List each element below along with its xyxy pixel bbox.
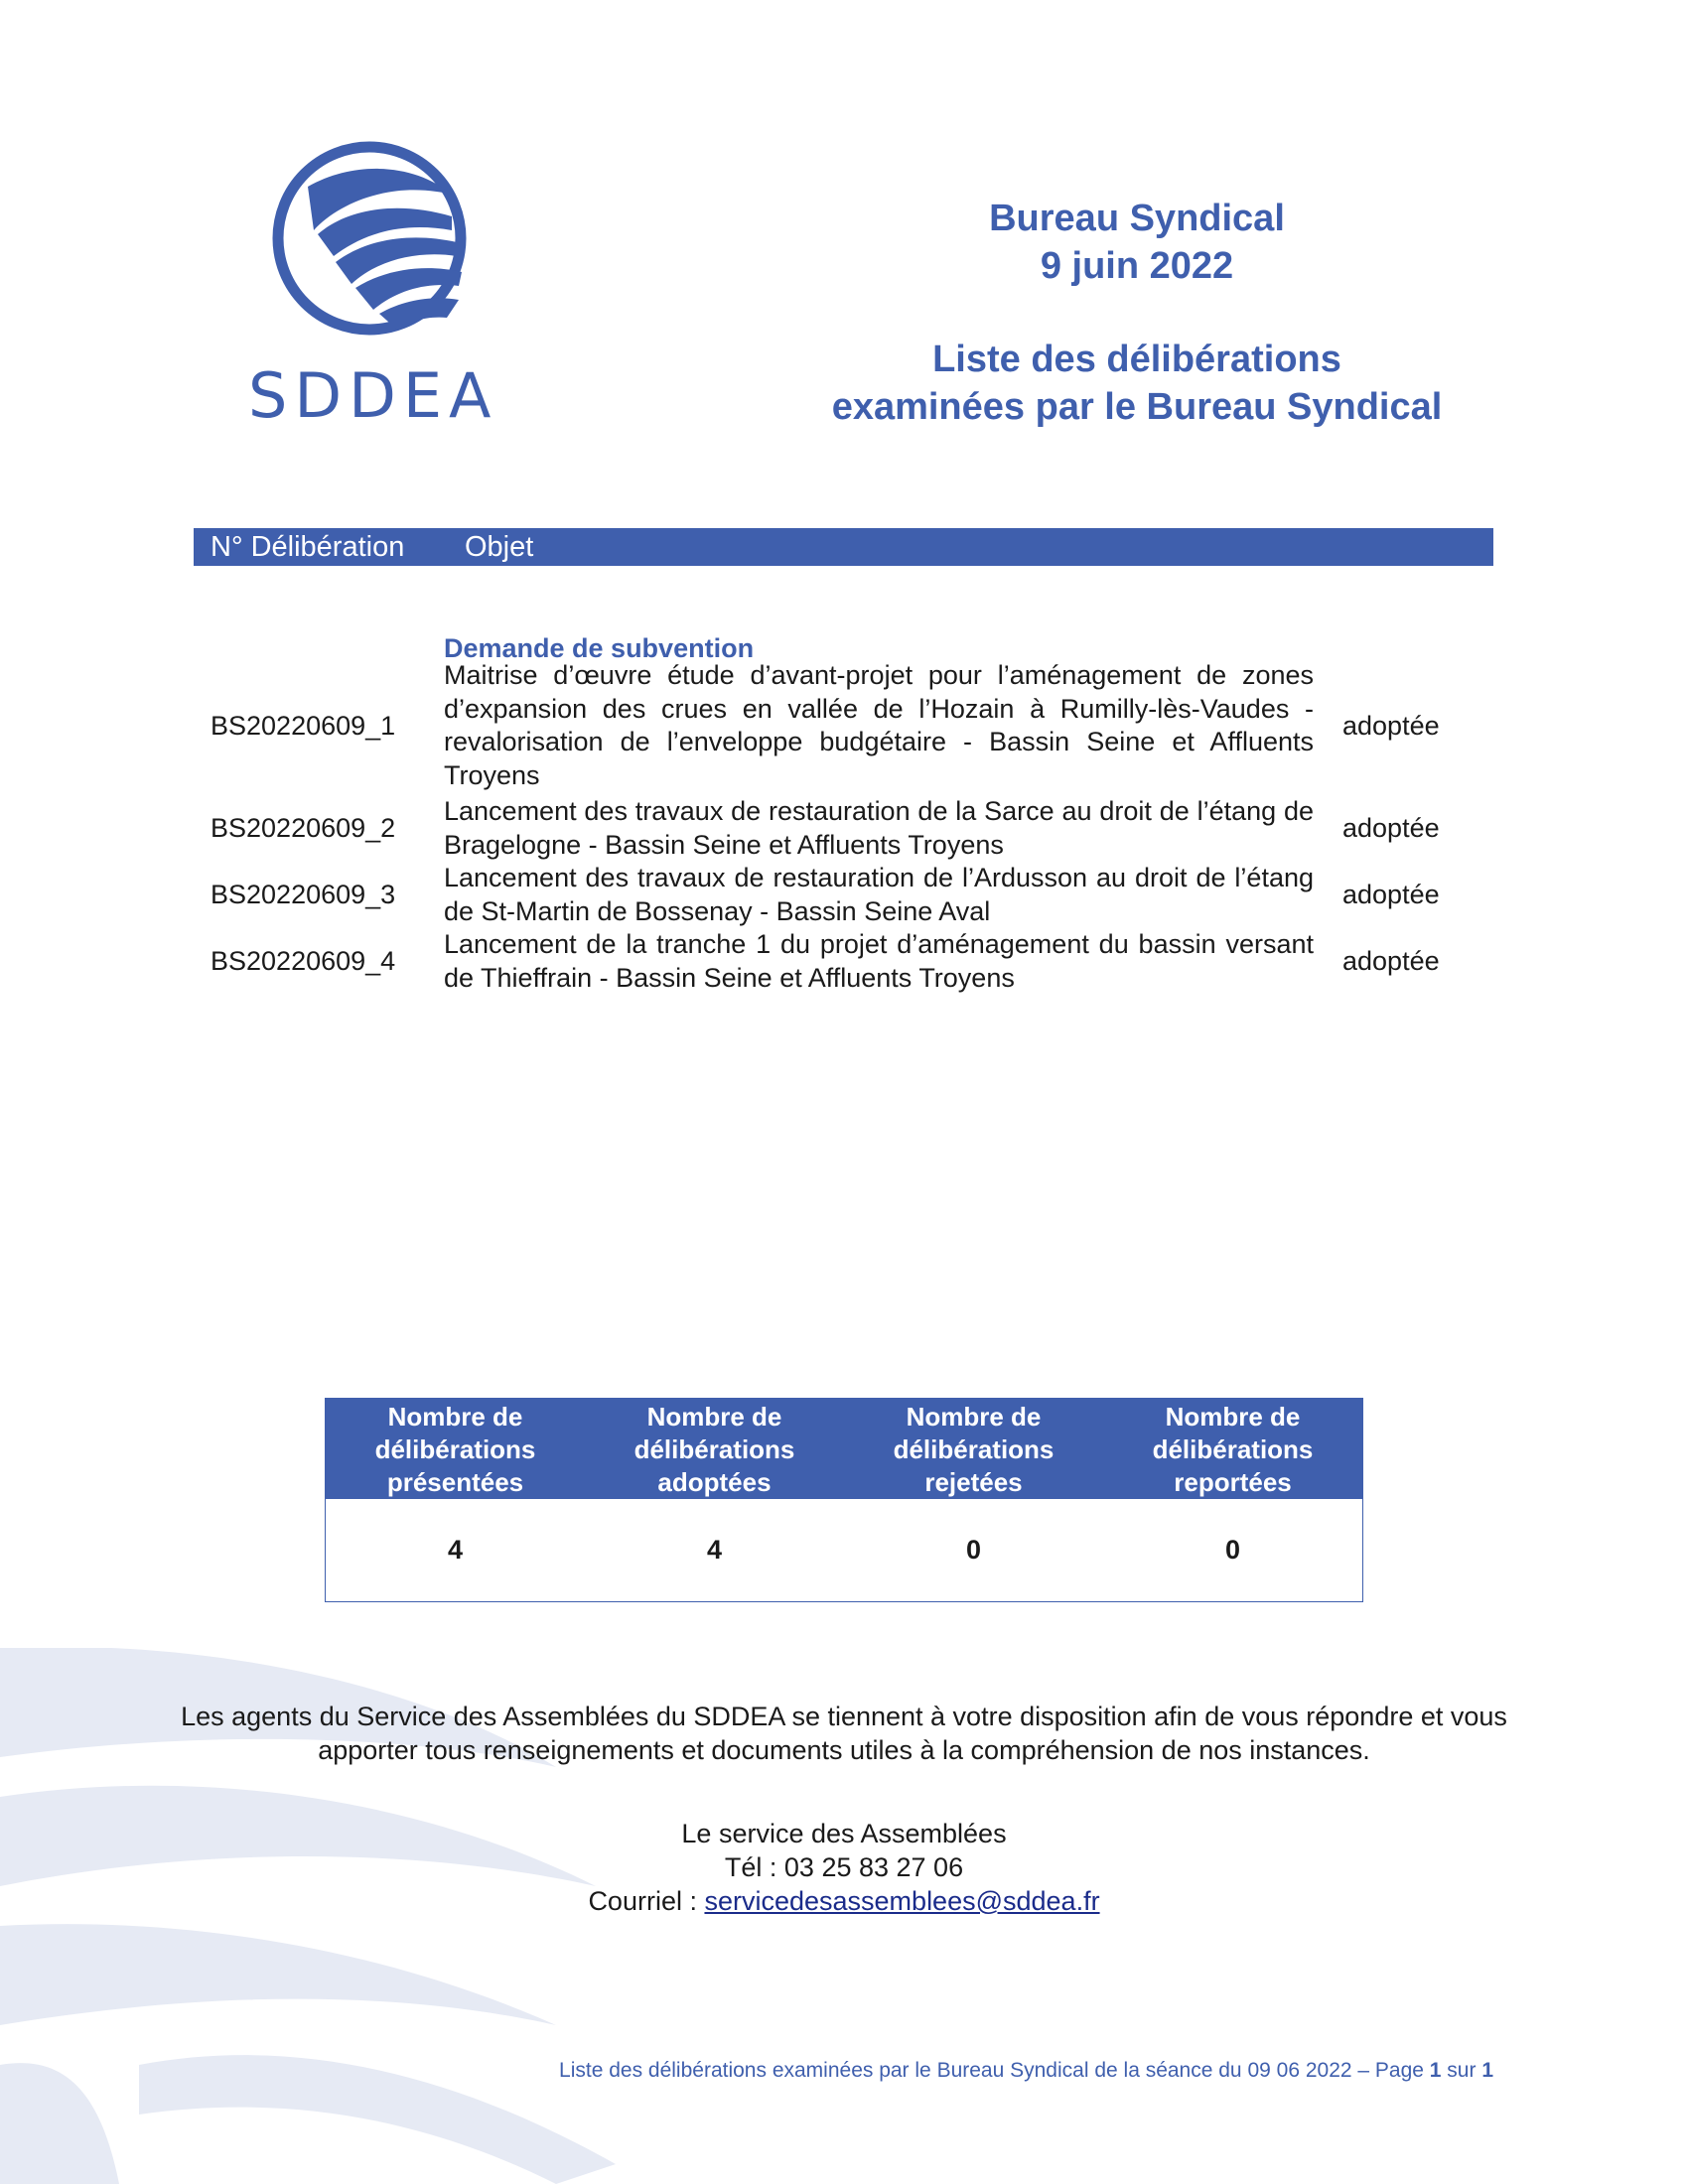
footer-page-number: 1: [1429, 2059, 1442, 2082]
summary-header-presented: Nombre de délibérations présentées: [374, 1402, 536, 1497]
summary-header-row: [326, 1399, 1362, 1499]
deliberation-status: adoptée: [1342, 711, 1440, 741]
wave-globe-logo-icon: [248, 139, 496, 347]
summary-value-rejected: 0: [965, 1535, 982, 1565]
deliberation-number: BS20220609_4: [211, 946, 396, 976]
contact-block: [397, 1817, 1291, 1918]
contact-paragraph: Les agents du Service des Assemblées du SDDEA se tiennent à votre disposition afin de vous répondre et vous apporter tous renseignements et documents utiles à la compréhension de nos instances.: [181, 1702, 1507, 1765]
deliberation-status: adoptée: [1342, 946, 1440, 976]
page-footer: [559, 2059, 1493, 2083]
title-line-2: 9 juin 2022: [1040, 245, 1234, 287]
contact-email-link[interactable]: servicedesassemblees@sddea.fr: [704, 1886, 1100, 1916]
summary-header-adopted: Nombre de délibérations adoptées: [633, 1402, 795, 1497]
summary-header-rejected: Nombre de délibérations rejetées: [893, 1402, 1055, 1497]
table-row: [194, 862, 1493, 929]
deliberation-table-header: [194, 528, 1493, 566]
sddea-logo: [248, 139, 496, 437]
summary-value-presented: 4: [447, 1535, 464, 1565]
table-row: [194, 659, 1493, 794]
contact-email-label: Courriel :: [588, 1886, 705, 1916]
deliberation-number: BS20220609_3: [211, 880, 396, 909]
deliberation-object: Lancement des travaux de restauration de l’Ardusson au droit de l’étang de St-Martin de Bossenay - Bassin Seine Aval: [444, 863, 1314, 926]
deliberation-object: Maitrise d’œuvre étude d’avant-projet pour l’aménagement de zones d’expansion des crues en vallée de l’Hozain à Rumilly-lès-Vaudes - revalorisation de l’enveloppe budgétaire - Bassin Seine et Affluents Troyens: [444, 660, 1314, 790]
contact-phone: Tél : 03 25 83 27 06: [724, 1852, 964, 1882]
summary-table: [325, 1398, 1363, 1602]
table-row: [194, 795, 1493, 863]
deliberation-status: adoptée: [1342, 880, 1440, 909]
footer-of: sur: [1441, 2059, 1482, 2082]
contact-email-line: [397, 1884, 1291, 1918]
section-title: Demande de subvention: [444, 633, 755, 663]
deliberation-status: adoptée: [1342, 813, 1440, 843]
deliberation-object: Lancement de la tranche 1 du projet d’aménagement du bassin versant de Thieffrain - Bassin Seine et Affluents Troyens: [444, 929, 1314, 993]
summary-value-adopted: 4: [706, 1535, 723, 1565]
deliberation-number: BS20220609_2: [211, 813, 396, 843]
summary-value-postponed: 0: [1224, 1535, 1241, 1565]
footer-text: Liste des délibérations examinées par le Bureau Syndical de la séance du 09 06 2022 – Page: [559, 2059, 1430, 2082]
title-line-4: examinées par le Bureau Syndical: [831, 386, 1443, 428]
title-line-3: Liste des délibérations: [932, 339, 1341, 380]
contact-service: Le service des Assemblées: [681, 1819, 1007, 1848]
title-line-1: Bureau Syndical: [989, 198, 1285, 239]
table-row: [194, 928, 1493, 996]
logo-wordmark: SDDEA: [248, 359, 498, 432]
summary-header-postponed: Nombre de délibérations reportées: [1152, 1402, 1314, 1497]
column-header-number: N° Délibération: [211, 531, 405, 563]
column-header-object: Objet: [465, 531, 534, 563]
deliberation-object: Lancement des travaux de restauration de la Sarce au droit de l’étang de Bragelogne - Bassin Seine et Affluents Troyens: [444, 796, 1314, 860]
document-title: [774, 195, 1499, 431]
summary-value-row: [326, 1499, 1362, 1601]
footer-page-total: 1: [1481, 2059, 1493, 2082]
deliberation-number: BS20220609_1: [211, 711, 396, 741]
